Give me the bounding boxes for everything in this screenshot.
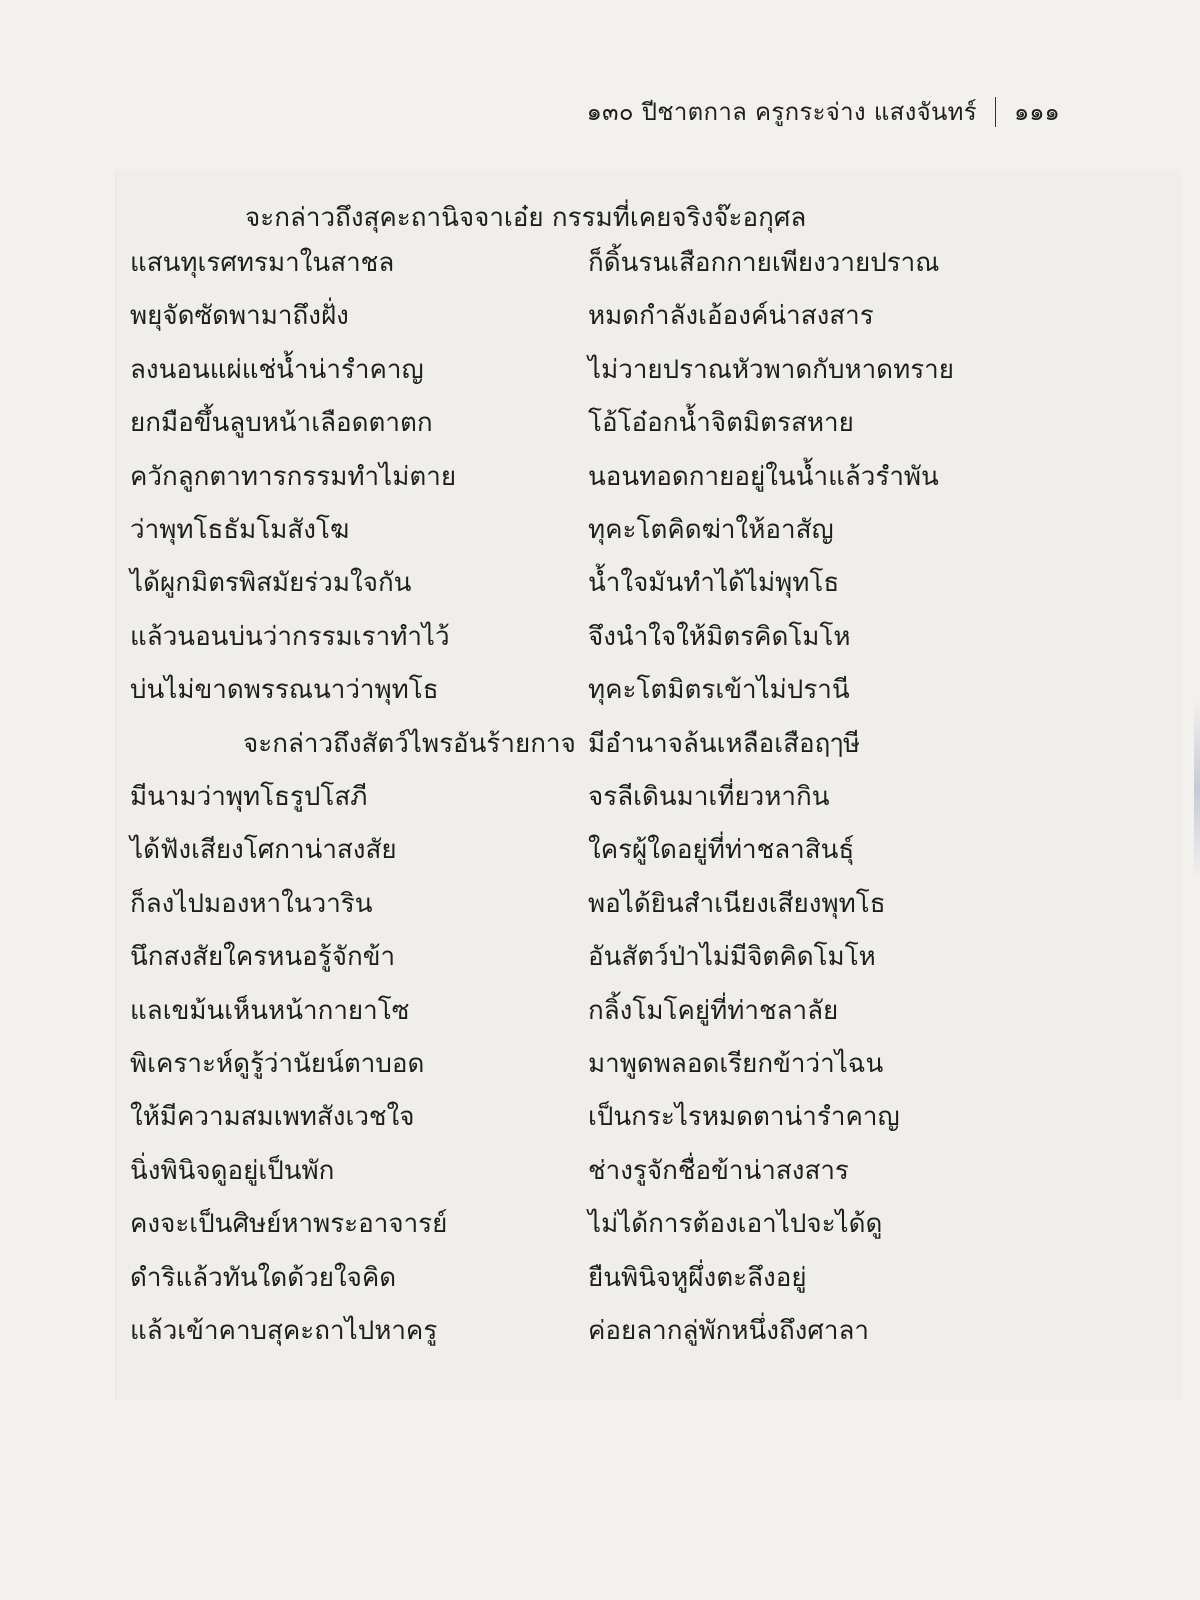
verse-line-second-half: โอ้โอ๋อกน้ำจิตมิตรสหาย (588, 408, 854, 438)
verse-line-first-half: แสนทุเรศทรมาในสาชล (130, 248, 395, 278)
verse-line-first-half: แลเขม้นเห็นหน้ากายาโซ (130, 996, 410, 1026)
verse-line-second-half: ทุคะโตมิตรเข้าไม่ปรานี (588, 675, 850, 705)
verse-line-second-half: มีอำนาจล้นเหลือเสือฤๅษี (588, 729, 861, 759)
verse-line-first-half: นึกสงสัยใครหนอรู้จักข้า (130, 942, 396, 972)
verse-line-second-half: ทุคะโตคิดฆ่าให้อาสัญ (588, 515, 834, 545)
verse-line-first-half: ว่าพุทโธธัมโมสังโฆ (130, 515, 350, 545)
verse-line-second-half: น้ำใจมันทำได้ไม่พุทโธ (588, 568, 840, 598)
running-title: ๑๓๐ ปีชาตกาล ครูกระจ่าง แสงจันทร์ (586, 98, 977, 126)
verse-line-first-half: ได้ผูกมิตรพิสมัยร่วมใจกัน (130, 568, 412, 598)
verse-line-second-half: ค่อยลากลู่พักหนึ่งถึงศาลา (588, 1316, 870, 1346)
verse-line-second-half: มาพูดพลอดเรียกข้าว่าไฉน (588, 1049, 884, 1079)
verse-line-second-half: จรลีเดินมาเที่ยวหากิน (588, 782, 830, 812)
verse-line-second-half: ยืนพินิจหูผึ่งตะลึงอยู่ (588, 1263, 807, 1293)
verse-line-second-half: ไม่วายปราณหัวพาดกับหาดทราย (588, 355, 955, 385)
verse-line-first-half: แล้วนอนบ่นว่ากรรมเราทำไว้ (130, 622, 450, 652)
verse-line-second-half: เป็นกระไรหมดตาน่ารำคาญ (588, 1102, 900, 1132)
verse-line-second-half: จึงนำใจให้มิตรคิดโมโห (588, 622, 851, 652)
verse-line-first-half: ก็ลงไปมองหาในวาริน (130, 889, 373, 919)
verse-line-first-half: ได้ฟังเสียงโศกาน่าสงสัย (130, 835, 397, 865)
verse-line-first-half: คงจะเป็นศิษย์หาพระอาจารย์ (130, 1209, 448, 1239)
verse-line-first-half: ยกมือขึ้นลูบหน้าเลือดตาตก (130, 408, 433, 438)
verse-line-first-half: นิ่งพินิจดูอยู่เป็นพัก (130, 1156, 335, 1186)
verse-line-second-half: ก็ดิ้นรนเสือกกายเพียงวายปราณ (588, 248, 940, 278)
verse-line-second-half: พอได้ยินสำเนียงเสียงพุทโธ (588, 889, 886, 919)
verse-line-first-half: ให้มีความสมเพทสังเวชใจ (130, 1102, 415, 1132)
verse-line-first-half: ดำริแล้วทันใดด้วยใจคิด (130, 1263, 397, 1293)
verse-line-second-half: ช่างรูจักชื่อข้าน่าสงสาร (588, 1156, 849, 1186)
verse-line-second-half: หมดกำลังเอ้องค์น่าสงสาร (588, 301, 874, 331)
verse-line-first-half: พยุจัดซัดพามาถึงฝั่ง (130, 301, 349, 331)
verse-line-first-half: ลงนอนแผ่แช่น้ำน่ารำคาญ (130, 355, 424, 385)
verse-line-first-half: แล้วเข้าคาบสุคะถาไปหาครู (130, 1316, 438, 1346)
page-number: ๑๑๑ (1014, 98, 1060, 126)
verse-line-first-half: พิเคราะห์ดูรู้ว่านัยน์ตาบอด (130, 1049, 425, 1079)
verse-line-first-half: มีนามว่าพุทโธรูปโสภี (130, 782, 368, 812)
verse-line-first-half: ควักลูกตาทารกรรมทำไม่ตาย (130, 462, 457, 492)
verse-title: จะกล่าวถึงสุคะถานิจจาเอ๋ย กรรมที่เคยจริงจ๊ะอกุศล (245, 203, 807, 233)
verse-line-first-half: จะกล่าวถึงสัตว์ไพรอันร้ายกาจ (243, 729, 576, 759)
verse-line-second-half: ไม่ได้การต้องเอาไปจะได้ดู (588, 1209, 883, 1239)
verse-line-second-half: อันสัตว์ป่าไม่มีจิตคิดโมโห (588, 942, 876, 972)
verse-line-second-half: กลิ้งโมโคยู่ที่ท่าชลาลัย (588, 996, 839, 1026)
verse-line-second-half: นอนทอดกายอยู่ในน้ำแล้วรำพัน (588, 462, 939, 492)
verse-line-first-half: บ่นไม่ขาดพรรณนาว่าพุทโธ (130, 675, 439, 705)
verse-line-second-half: ใครผู้ใดอยู่ที่ท่าชลาสินธุ์ (588, 835, 855, 865)
